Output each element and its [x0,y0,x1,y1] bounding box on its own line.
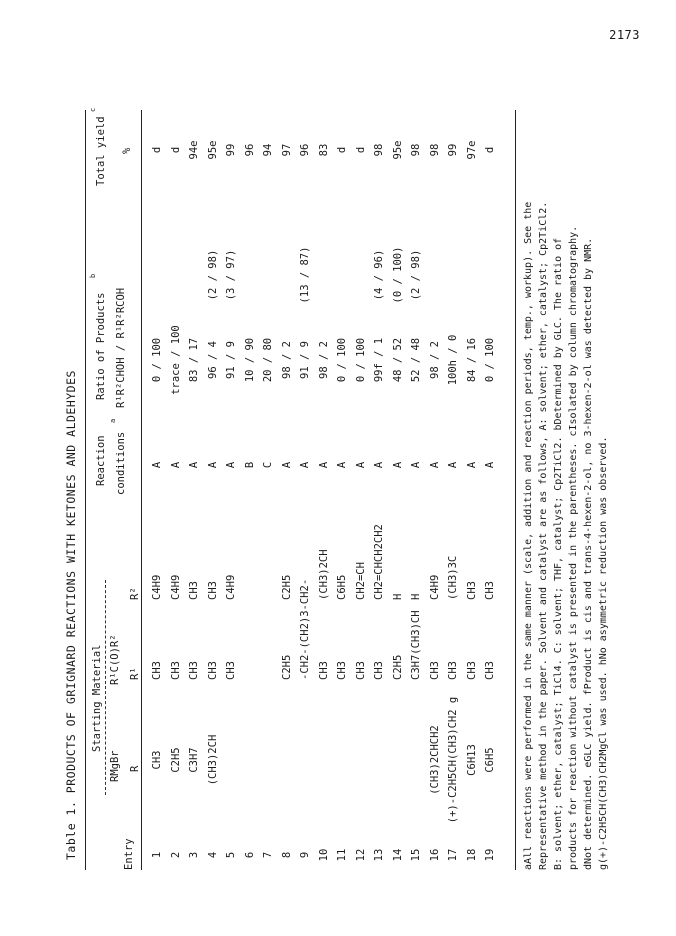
cell-rmgbr: C6H5 [484,747,496,773]
cell-r2: C6H5 [336,574,348,600]
cell-r2: CH2=CH [354,562,367,600]
cell-rmgbr: C3H7 [188,747,200,773]
cell-ratio: 98 / 2 [317,341,330,379]
cell-rmgbr: (CH3)2CHCH2 [428,725,441,795]
page-number: 2173 [609,28,640,42]
cell-ratio: 100h / 0 [447,334,459,386]
cell-yield: 94 [262,143,274,157]
cell-ratio: 96 / 4 [206,341,219,379]
cell-ratio-uncatalyzed: (13 / 87) [299,246,311,304]
cell-r2: C2H5 [280,574,293,600]
starting-material-rule [105,580,106,795]
cell-ratio-uncatalyzed: (2 / 98) [206,249,219,301]
cell-rmgbr: CH3 [151,750,163,770]
cell-entry: 2 [169,851,182,859]
cell-entry: 8 [280,851,293,859]
cell-conditions: A [206,461,219,469]
cell-yield: 98 [373,143,385,157]
cell-r2: CH2=CHCH2CH2 [373,524,385,600]
cell-r2: CH3 [188,581,200,600]
footnote-line: g(+)-C2H5CH(CH3)CH2MgCl was used. hNo asymmetric reduction was observed. [598,436,609,870]
cell-ratio: 0 / 100 [336,337,348,383]
cell-ratio: 20 / 80 [262,337,274,383]
cell-rmgbr: (CH3)2CH [206,734,219,786]
cell-yield: 98 [410,143,422,157]
cell-entry: 9 [299,851,311,859]
cell-r1: C3H7(CH3)CH [410,610,422,680]
cell-yield: 96 [243,143,256,157]
cell-ratio-uncatalyzed: (4 / 96) [373,249,385,301]
cell-yield: 99 [447,143,459,157]
footnote-line: aAll reactions were performed in the same manner (scale, addition and reaction periods, temp., workup). See the [523,201,534,870]
cell-r2: (CH3)3C [447,555,459,600]
header-starting-material: Starting Material [91,644,103,752]
cell-conditions: A [465,461,478,469]
cell-r1: CH3 [354,661,367,680]
cell-ratio-uncatalyzed: (3 / 97) [225,249,237,301]
cell-entry: 11 [336,848,348,862]
cell-r2: C4H9 [225,574,237,600]
cell-r2: (CH3)2CH [317,549,330,600]
cell-r2: CH3 [484,581,496,600]
cell-entry: 7 [262,851,274,859]
cell-ratio: 0 / 100 [151,337,163,383]
cell-conditions: B [243,461,256,469]
cell-entry: 6 [243,851,256,859]
cell-ratio: 91 / 9 [299,341,311,379]
cell-conditions: A [428,461,441,469]
cell-ratio: 0 / 100 [354,337,367,383]
cell-conditions: A [484,461,496,469]
header-entry: Entry [123,838,135,870]
cell-rmgbr: C2H5 [169,747,182,773]
header-yield: Total yield [95,116,107,186]
header-rmgbr: RMgBr [109,750,121,782]
cell-entry: 17 [447,848,459,862]
footnote-line: B: solvent; ether, catalyst; TiCl4. C: solvent; THF, catalyst; Cp2TiCl2. bDetermined by GLC. The ratio of [553,237,564,870]
cell-r1: CH3 [225,661,237,680]
table-title: Table 1. PRODUCTS OF GRIGNARD REACTIONS WITH KETONES AND ALDEHYDES [64,370,78,860]
cell-r2: CH3 [465,581,478,600]
cell-conditions: A [391,461,404,469]
cell-entry: 13 [373,848,385,862]
cell-yield: 98 [428,143,441,157]
cell-ratio: trace / 100 [169,325,182,395]
cell-yield: d [151,146,163,154]
cell-r1: CH3 [465,661,478,680]
cell-entry: 14 [391,848,404,862]
cell-entry: 10 [317,848,330,862]
header-r1: R¹ [129,667,141,680]
header-ketone: R¹C(O)R² [109,634,121,685]
header-yield-note: c [89,107,97,112]
cell-conditions: A [188,461,200,469]
cell-conditions: A [169,461,182,469]
header-conditions-note: a [109,418,117,423]
cell-r1: CH3 [169,661,182,680]
cell-conditions: A [336,461,348,469]
cell-yield: 97 [280,143,293,157]
cell-conditions: A [151,461,163,469]
header-conditions: conditions [115,431,127,495]
cell-entry: 15 [410,848,422,862]
cell-conditions: A [225,461,237,469]
cell-ratio: 98 / 2 [428,341,441,379]
cell-yield: 95e [206,140,219,160]
cell-conditions: A [280,461,293,469]
cell-conditions: A [447,461,459,469]
cell-yield: d [354,146,367,154]
footnote-line: products for reaction without catalyst is presented in the parentheses. cIsolated by column chromatography. [568,225,579,870]
cell-ratio: 83 / 17 [188,337,200,383]
cell-r1: CH3 [447,661,459,680]
cell-r1: CH3 [151,661,163,680]
cell-ratio: 98 / 2 [280,341,293,379]
cell-r2: C4H9 [151,574,163,600]
cell-ratio: 0 / 100 [484,337,496,383]
rotated-table-page [64,70,609,870]
cell-ratio-uncatalyzed: (0 / 100) [391,246,404,304]
cell-r2: H [391,593,404,600]
top-rule [85,110,86,870]
cell-entry: 3 [188,851,200,859]
cell-ratio-uncatalyzed: (2 / 98) [410,249,422,301]
cell-conditions: A [317,461,330,469]
cell-conditions: A [354,461,367,469]
cell-entry: 4 [206,851,219,859]
cell-conditions: C [262,461,274,469]
cell-yield: d [169,146,182,154]
header-ratio-note: b [89,273,97,278]
cell-r1: CH3 [317,661,330,680]
cell-yield: 95e [391,140,404,160]
cell-r2: CH3 [206,581,219,600]
cell-r1: CH3 [484,661,496,680]
cell-entry: 5 [225,851,237,859]
header-r2: R² [129,587,141,600]
cell-r2: C4H9 [169,574,182,600]
cell-yield: 83 [317,143,330,157]
cell-ratio: 99f / 1 [373,337,385,383]
cell-r1: -CH2-(CH2)3-CH2- [299,578,311,680]
header-reaction: Reaction [95,435,107,486]
cell-r1: CH3 [428,661,441,680]
cell-r1: CH3 [336,661,348,680]
cell-r1: CH3 [188,661,200,680]
cell-r2: C4H9 [428,574,441,600]
cell-r1: CH3 [373,661,385,680]
cell-entry: 16 [428,848,441,862]
cell-yield: 94e [188,140,200,160]
cell-ratio: 52 / 48 [410,337,422,383]
footnote-line: Representative method in the paper. Solvent and catalyst are as follows, A: solvent; ether, catalyst; Cp2TiCl2. [538,201,549,870]
header-ratio: Ratio of Products [95,292,107,400]
cell-yield: 96 [299,143,311,157]
cell-yield: d [336,146,348,154]
header-yield-unit: % [121,147,133,154]
cell-rmgbr: (+)-C2H5CH(CH3)CH2 g [447,696,459,824]
cell-r2: H [410,593,422,600]
bottom-rule [515,110,516,870]
cell-r1: C2H5 [280,654,293,680]
cell-entry: 19 [484,848,496,862]
cell-yield: 97e [465,140,478,160]
cell-rmgbr: C6H13 [465,744,478,776]
cell-entry: 12 [354,848,367,862]
cell-entry: 18 [465,848,478,862]
cell-conditions: A [410,461,422,469]
cell-conditions: A [299,461,311,469]
cell-yield: 99 [225,143,237,157]
cell-yield: d [484,146,496,154]
header-rule [141,110,142,870]
footnote-line: dNot determined. eGLC yield. fProduct is cis and trans-4-hexen-2-ol, no 3-hexen-2-ol was detected by NMR. [583,237,594,870]
header-r: R [129,765,141,772]
cell-ratio: 10 / 90 [243,337,256,383]
cell-conditions: A [373,461,385,469]
cell-ratio: 84 / 16 [465,337,478,383]
cell-entry: 1 [151,851,163,859]
cell-r1: CH3 [206,661,219,680]
cell-r1: C2H5 [391,654,404,680]
cell-ratio: 91 / 9 [225,341,237,379]
cell-ratio: 48 / 52 [391,337,404,383]
header-ratio-formula: R¹R²CHOH / R¹R²RCOH [115,287,127,408]
